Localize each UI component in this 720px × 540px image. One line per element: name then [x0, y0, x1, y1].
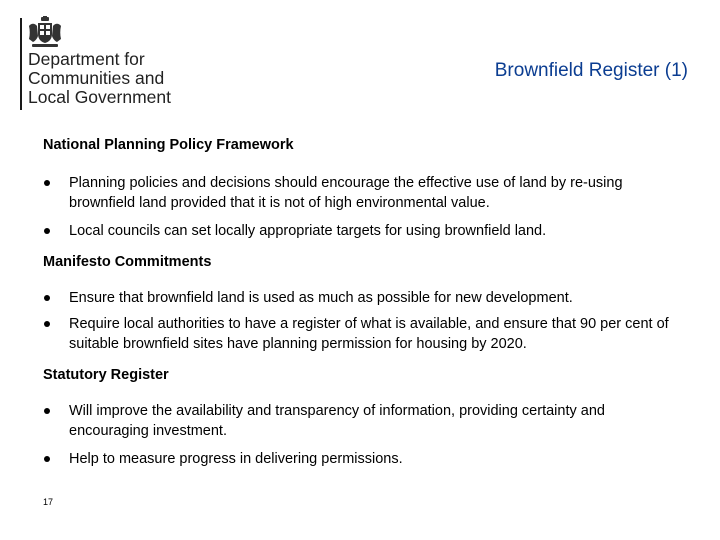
page-number: 17 [43, 497, 54, 507]
department-name-line-3: Local Government [28, 87, 171, 107]
bullet-icon [44, 408, 50, 414]
bullet-text: Help to measure progress in delivering permissions. [69, 451, 403, 467]
department-name [28, 50, 171, 107]
list-item [43, 288, 673, 308]
section-heading-nppf: National Planning Policy Framework [43, 137, 294, 153]
list-item [43, 449, 673, 469]
section-list-nppf [43, 173, 673, 241]
department-name-line-2: Communities and [28, 68, 165, 88]
bullet-text: Planning policies and decisions should encourage the effective use of land by re-using brownfield land provided that it is not of high environmental value. [69, 175, 623, 211]
bullet-text: Require local authorities to have a register of what is available, and ensure that 90 per cent of suitable brownfield sites have planning permission for housing by 2020. [69, 316, 669, 352]
bullet-text: Local councils can set locally appropriate targets for using brownfield land. [69, 223, 547, 239]
department-logo [20, 16, 190, 114]
list-item [43, 173, 673, 213]
bullet-icon [44, 228, 50, 234]
slide-content [43, 136, 673, 469]
bullet-icon [44, 456, 50, 462]
bullet-icon [44, 321, 50, 327]
bullet-icon [44, 295, 50, 301]
section-list-statutory [43, 401, 673, 469]
bullet-text: Will improve the availability and transparency of information, providing certainty and encouraging investment. [69, 403, 605, 439]
section-heading-manifesto: Manifesto Commitments [43, 254, 212, 270]
bullet-text: Ensure that brownfield land is used as much as possible for new development. [69, 290, 573, 306]
slide-title: Brownfield Register (1) [494, 60, 688, 81]
section-heading-statutory: Statutory Register [43, 367, 169, 383]
list-item [43, 314, 673, 354]
department-name-line-1: Department for [28, 49, 145, 69]
logo-rule [20, 18, 22, 110]
bullet-icon [44, 180, 50, 186]
royal-crest-icon [26, 16, 64, 48]
section-list-manifesto [43, 288, 673, 354]
list-item [43, 401, 673, 441]
list-item [43, 221, 673, 241]
